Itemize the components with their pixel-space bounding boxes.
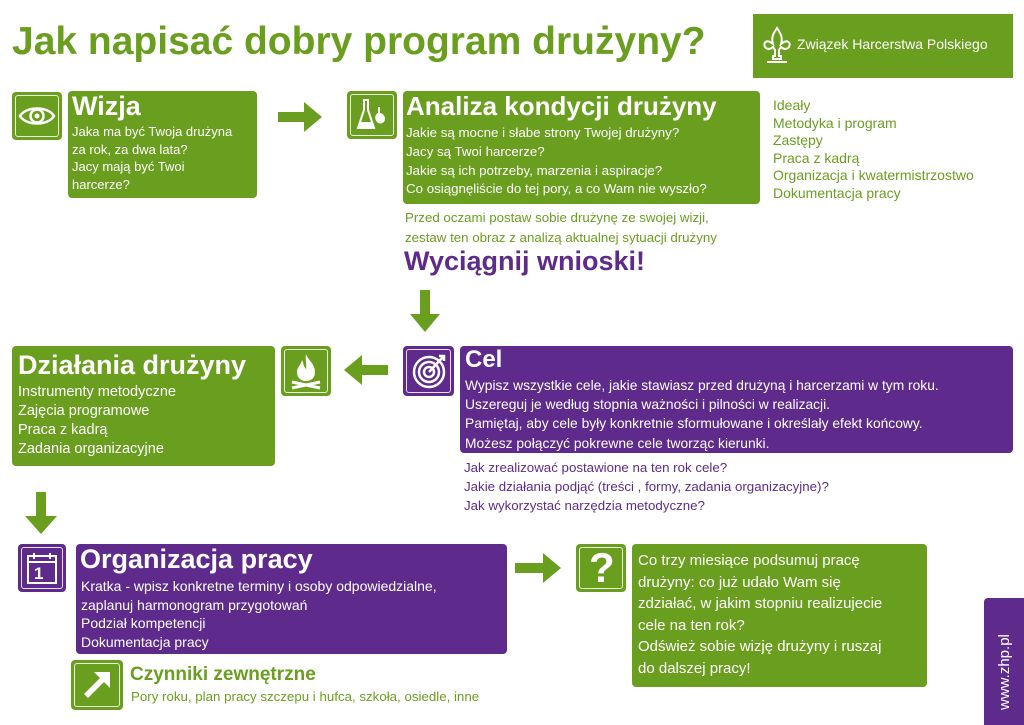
- organizacja-text: Kratka - wpisz konkretne terminy i osoby odpowiedzialne, zaplanuj harmonogram przygotowań Podział kompetencji Dokumentacja pracy: [81, 578, 437, 650]
- dzialania-heading: Działania drużyny: [18, 350, 247, 380]
- dzialania-text: Instrumenty metodyczne Zajęcia programowe Praca z kadrą Zadania organizacyjne: [18, 384, 176, 457]
- website-link[interactable]: www.zhp.pl: [996, 634, 1013, 710]
- logo-text: Związek Harcerstwa Polskiego: [797, 36, 988, 52]
- czynniki-text: Pory roku, plan pracy szczepu i hufca, szkoła, osiedle, inne: [131, 689, 480, 704]
- analiza-text: Jakie są mocne i słabe strony Twojej drużyny? Jacy są Twoi harcerze? Jakie są ich potrzeby, marzenia i aspiracje? Co osiągnęliście do tej pory, a co Wam nie wyszło?: [406, 125, 707, 197]
- cel-box: [460, 346, 1013, 453]
- wizja-icon-box: [12, 92, 62, 140]
- arrow-right-icon: [276, 99, 324, 135]
- cel-text: Wypisz wszystkie cele, jakie stawiasz przed drużyną i harcerzami w tym roku. Uszereguj je według stopnia ważności i pilności w realizacji. Pamiętaj, aby cele były konkretnie sformułowane i określały efekt końcowy. Możesz połączyć pokrewne cele tworząc kierunki.: [465, 378, 939, 451]
- list-item: Organizacja i kwatermistrzostwo: [773, 167, 974, 184]
- wizja-text: Jaka ma być Twoja drużyna za rok, za dwa lata? Jacy mają być Twoi harcerze?: [72, 124, 233, 192]
- zhp-logo: [753, 14, 1013, 78]
- target-icon: [410, 353, 448, 390]
- cel-questions: Jak zrealizować postawione na ten rok cele? Jakie działania podjąć (treści , formy, zadania organizacyjne)? Jak wykorzystać narzędzia metodyczne?: [464, 460, 829, 513]
- czynniki-icon-box: [71, 660, 123, 710]
- laboratory-flask-icon: [355, 97, 389, 133]
- conclusion-text: Przed oczami postaw sobie drużynę ze swojej wizji, zestaw ten obraz z analizą aktualnej sytuacji drużyny: [405, 210, 717, 245]
- arrow-left-icon: [342, 352, 390, 388]
- cel-icon-box: [403, 346, 454, 396]
- dzialania-box: [12, 346, 275, 466]
- wizja-box: [68, 91, 257, 198]
- arrow-down-icon: [21, 490, 61, 536]
- campfire-icon: [289, 352, 323, 390]
- podsumuj-box: [632, 544, 927, 687]
- fleur-de-lis-icon: [761, 26, 793, 66]
- podsumuj-text: Co trzy miesiące podsumuj pracę drużyny: co już udało Wam się zdziałać, w jakim stopniu realizujecie cele na ten rok? Odśwież sobie wizję drużyny i ruszaj do dalszej pracy!: [638, 552, 883, 677]
- cel-heading: Cel: [465, 346, 503, 373]
- organizacja-icon-box: [18, 544, 66, 592]
- czynniki-heading: Czynniki zewnętrzne: [130, 664, 316, 685]
- conclusion-headline: Wyciągnij wnioski!: [404, 246, 646, 276]
- list-item: Metodyka i program: [773, 114, 897, 131]
- eye-icon: [18, 102, 56, 130]
- organizacja-box: [76, 544, 507, 654]
- question-mark-icon: ?: [589, 544, 615, 591]
- dzialania-icon-box: [281, 346, 331, 396]
- page-title: Jak napisać dobry program drużyny?: [12, 20, 706, 63]
- organizacja-heading: Organizacja pracy: [80, 544, 313, 574]
- analiza-areas-list: [773, 97, 974, 203]
- list-item: Praca z kadrą: [773, 149, 860, 166]
- list-item: Ideały: [773, 97, 811, 113]
- podsumuj-icon-box: [576, 544, 626, 592]
- analiza-icon-box: [347, 91, 397, 139]
- arrow-down-icon: [407, 288, 443, 334]
- analiza-heading: Analiza kondycji drużyny: [406, 91, 717, 121]
- list-item: Dokumentacja pracy: [773, 184, 901, 201]
- calendar-number: 1: [34, 564, 44, 583]
- analiza-box: [403, 91, 760, 204]
- wizja-heading: Wizja: [72, 91, 141, 121]
- url-bar: [984, 598, 1024, 725]
- arrow-up-right-icon: [80, 668, 114, 702]
- list-item: Zastępy: [773, 132, 823, 149]
- arrow-right-icon: [513, 550, 563, 586]
